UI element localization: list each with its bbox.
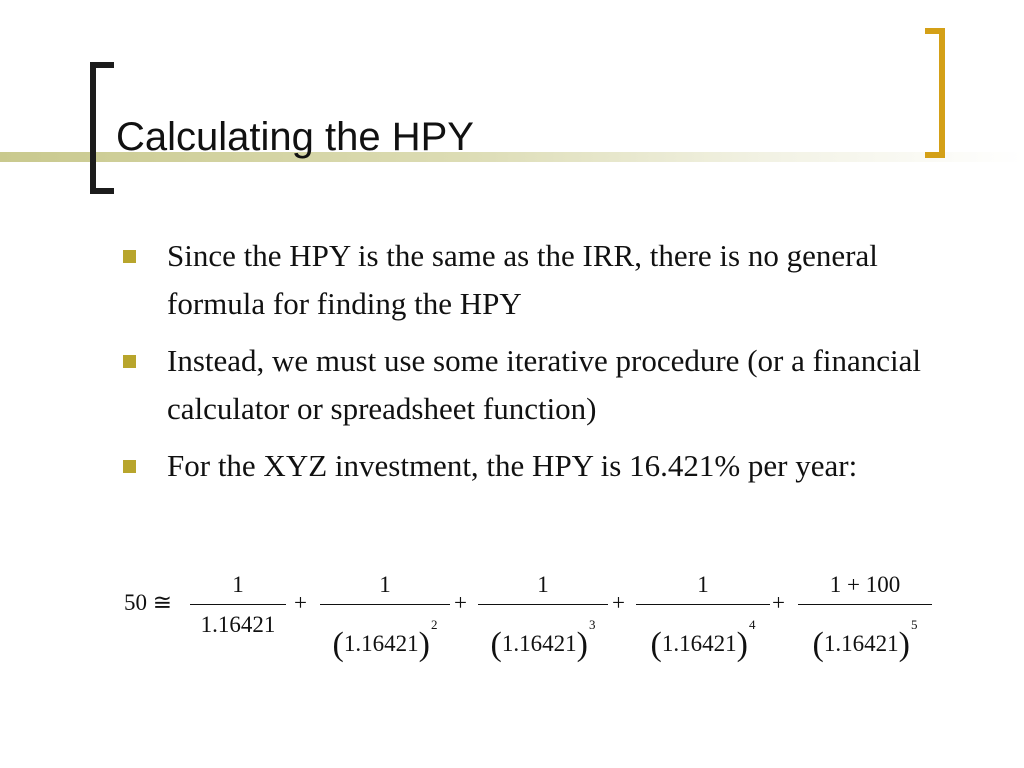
plus-sign: + [612, 590, 625, 615]
term-denominator: $(1.16421)^2$ [332, 617, 438, 663]
formula-term-4 [636, 568, 770, 664]
term-numerator: 1 [537, 572, 549, 597]
plus-sign: + [772, 590, 785, 615]
formula-term-5 [798, 568, 932, 664]
left-bracket-decoration [90, 62, 114, 194]
plus-sign: + [454, 590, 467, 615]
term-denominator: $(1.16421)^5$ [812, 617, 918, 663]
square-bullet-icon [123, 460, 136, 473]
term-numerator: 1 [232, 572, 244, 597]
hpy-formula [118, 568, 938, 668]
bullet-item [118, 442, 978, 490]
term-numerator: 1 [379, 572, 391, 597]
formula-term-2 [320, 568, 450, 664]
bullet-text: Instead, we must use some iterative procedure (or a financial calculator or spreadsheet function) [167, 343, 922, 426]
bullet-text: For the XYZ investment, the HPY is 16.421% per year: [167, 448, 858, 483]
square-bullet-icon [123, 355, 136, 368]
bullet-item [118, 337, 978, 433]
formula-term-1 [190, 568, 286, 645]
formula-term-3 [478, 568, 608, 664]
slide-title: Calculating the HPY [116, 115, 474, 159]
term-denominator: $(1.16421)^4$ [650, 617, 756, 663]
plus-sign: + [294, 590, 307, 615]
right-bracket-decoration [925, 28, 945, 158]
bullet-list [118, 232, 978, 499]
square-bullet-icon [123, 250, 136, 263]
formula-lhs: 50 ≅ [124, 590, 173, 615]
term-numerator: 1 + 100 [829, 572, 901, 597]
term-numerator: 1 [697, 572, 709, 597]
bullet-item [118, 232, 978, 328]
bullet-text: Since the HPY is the same as the IRR, there is no general formula for finding the HPY [167, 238, 878, 321]
term-denominator: $(1.16421)^3$ [490, 617, 596, 663]
term-denominator: 1.16421 [200, 612, 276, 637]
